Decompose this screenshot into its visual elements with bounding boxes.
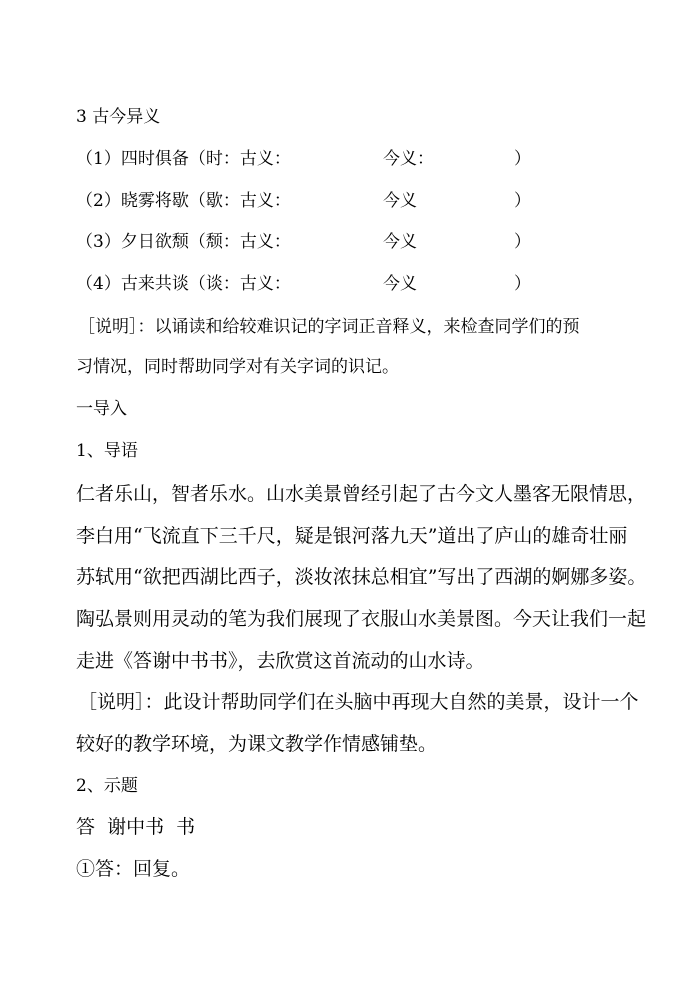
title-line: 答 谢中书 书 xyxy=(76,816,196,838)
item-modern-label: 今义 xyxy=(383,232,417,252)
paragraph-line: 苏轼用“欲把西湖比西子，淡妆浓抹总相宜”写出了西湖的婀娜多姿。 xyxy=(76,566,647,588)
item-question: （4）古来共谈（谈：古义： xyxy=(76,274,291,294)
item-question: （3）夕日欲颓（颓：古义： xyxy=(76,232,291,252)
item-close: ） xyxy=(514,149,531,169)
note-text: 较好的教学环境，为课文教学作情感铺垫。 xyxy=(76,733,438,755)
paragraph-line: 仁者乐山，智者乐水。山水美景曾经引起了古今文人墨客无限情思， xyxy=(76,483,647,505)
note-text: ［说明］：此设计帮助同学们在头脑中再现大自然的美景，设计一个 xyxy=(78,691,639,713)
definition-line: ①答：回复。 xyxy=(76,858,191,880)
item-modern-label: 今义 xyxy=(383,191,417,211)
section-heading: 3 古今异义 xyxy=(76,107,161,127)
item-question: （2）晓雾将歇（歇：古义： xyxy=(76,191,291,211)
item-close: ） xyxy=(514,274,531,294)
paragraph-line: 走进《答谢中书书》，去欣赏这首流动的山水诗。 xyxy=(76,650,485,672)
item-close: ） xyxy=(514,232,531,252)
subheading: 2、示题 xyxy=(76,776,138,796)
item-modern-label: 今义 xyxy=(383,274,417,294)
note-text: ［说明］：以诵读和给较难识记的字词正音释义，来检查同学们的预 xyxy=(78,317,580,337)
paragraph-line: 李白用“飞流直下三千尺，疑是银河落九天”道出了庐山的雄奇壮丽 xyxy=(76,525,628,547)
paragraph-line: 陶弘景则用灵动的笔为我们展现了衣服山水美景图。今天让我们一起 xyxy=(76,608,647,630)
subheading: 1、导语 xyxy=(76,441,138,461)
item-close: ） xyxy=(514,191,531,211)
item-question: （1）四时俱备（时：古义： xyxy=(76,149,291,169)
section-heading: 一导入 xyxy=(76,399,127,419)
item-modern-label: 今义： xyxy=(383,149,434,169)
note-text: 习情况，同时帮助同学对有关字词的识记。 xyxy=(76,357,399,377)
